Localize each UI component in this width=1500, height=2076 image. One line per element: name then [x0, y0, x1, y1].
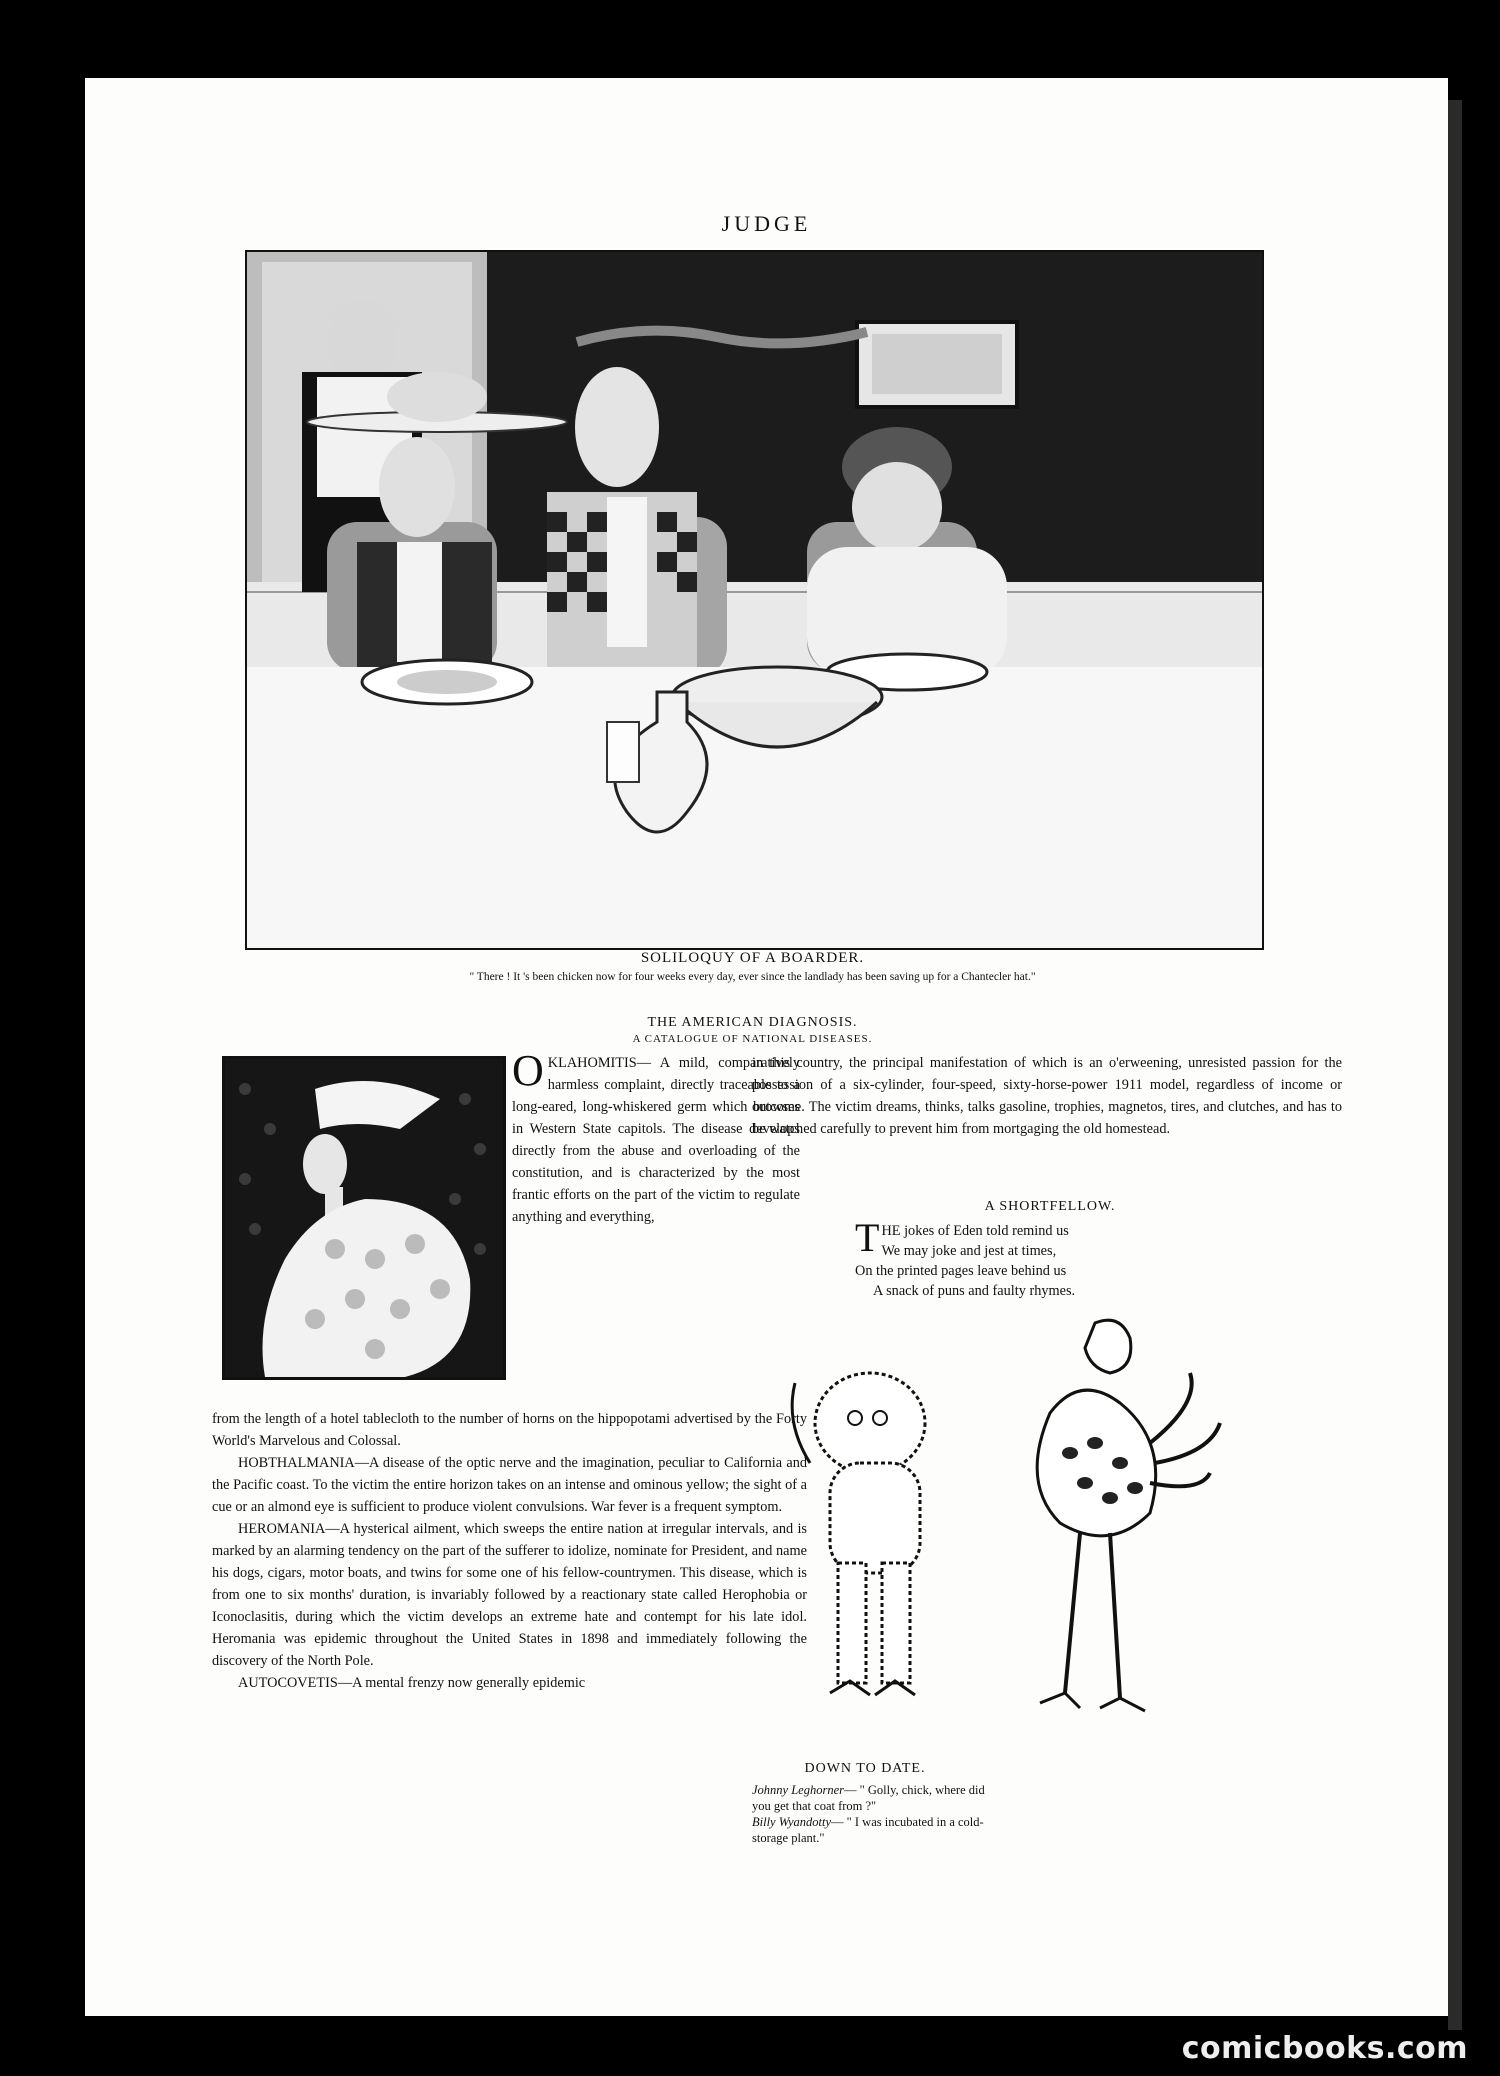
- magazine-page: [85, 78, 1448, 2016]
- cartoon-title: SOLILOQUY OF A BOARDER.: [640, 950, 865, 966]
- dining-scene-drawing: [247, 252, 1262, 948]
- down-to-date-dialogue: [752, 1782, 987, 1846]
- down-to-date-illustration: [750, 1313, 1250, 1783]
- autocovetis-paragraph: AUTOCOVETIS—A mental frenzy now generally epidemic: [238, 1675, 586, 1691]
- hobthalmania-paragraph: HOBTHALMANIA—A disease of the optic nerve and the imagination, peculiar to California and the Pacific coast. To the victim the entire horizon takes on an intense and ominous yellow; the sight of a cue or an almond eye is sufficient to produce violent convulsions. War fever is a frequent symptom.: [212, 1455, 807, 1515]
- article-column-1-bottom: [212, 1408, 807, 1694]
- down-to-date-title: DOWN TO DATE.: [804, 1761, 926, 1776]
- poem: [855, 1215, 1255, 1301]
- lady-illustration: [222, 1056, 506, 1380]
- masthead: JUDGE: [721, 211, 812, 236]
- dialogue-line-1: Johnny Leghorner— " Golly, chick, where did you get that coat from ?": [752, 1783, 985, 1813]
- dialogue-line-2: Billy Wyandotty— " I was incubated in a cold-storage plant.": [752, 1815, 984, 1845]
- oklahomitis-paragraph: KLAHOMITIS— A mild, comparatively harmless complaint, directly traceable to a long-eared, long-whiskered germ which browses in Western State capitols. The disease develops directly from the abuse and overloading of the constitution, and is characterized by the most frantic efforts on the part of the victim to regulate anything and everything,: [512, 1055, 800, 1225]
- poem-title: A SHORTFELLOW.: [984, 1199, 1116, 1214]
- book-spine: [1448, 100, 1462, 2030]
- poem-line-4: A snack of puns and faulty rhymes.: [873, 1283, 1076, 1299]
- poem-line-1: THE jokes of Eden told remind us: [855, 1215, 1069, 1260]
- lady-drawing: [225, 1059, 503, 1377]
- article-column-2: [752, 1052, 1342, 1140]
- heromania-paragraph: HEROMANIA—A hysterical ailment, which sweeps the entire nation at irregular intervals, and is marked by an alarming tendency on the part of the sufferer to idolize, nominate for President, and name his dogs, cigars, motor boats, and twins for some one of his fellow-countrymen. This disease, which is from one to six months' duration, is invariably followed by a reactionary state called Herophobia or Iconoclasitis, during which the victim develops an extreme hate and contempt for his late idol. Heromania was epidemic throughout the United States in 1898 and immediately following the discovery of the North Pole.: [212, 1521, 807, 1669]
- poem-line-2: We may joke and jest at times,: [881, 1243, 1057, 1259]
- drop-cap-o: O: [512, 1046, 544, 1095]
- boarder-cartoon-illustration: [245, 250, 1264, 950]
- autocovetis-continuation: in this country, the principal manifestation of which is an o'erweening, unresisted passion for the possession of a six-cylinder, four-speed, sixty-horse-power 1911 model, regardless of income or outcome. The victim dreams, thinks, talks gasoline, trophies, magnetos, tires, and clutches, and has to be watched carefully to prevent him from mortgaging the old homestead.: [752, 1055, 1342, 1137]
- article-subtitle: A CATALOGUE OF NATIONAL DISEASES.: [632, 1033, 873, 1045]
- article-title: THE AMERICAN DIAGNOSIS.: [647, 1015, 858, 1030]
- cartoon-quote: " There ! It 's been chicken now for four weeks every day, ever since the landlady has been saving up for a Chantecler hat.": [469, 971, 1036, 983]
- watermark: comicbooks.com: [1181, 2031, 1468, 2066]
- birds-drawing: [750, 1313, 1250, 1733]
- drop-cap-t: T: [855, 1215, 880, 1260]
- oklahomitis-continuation: from the length of a hotel tablecloth to the number of horns on the hippopotami advertised by the Forty World's Marvelous and Colossal.: [212, 1411, 807, 1449]
- poem-line-3: On the printed pages leave behind us: [855, 1263, 1067, 1279]
